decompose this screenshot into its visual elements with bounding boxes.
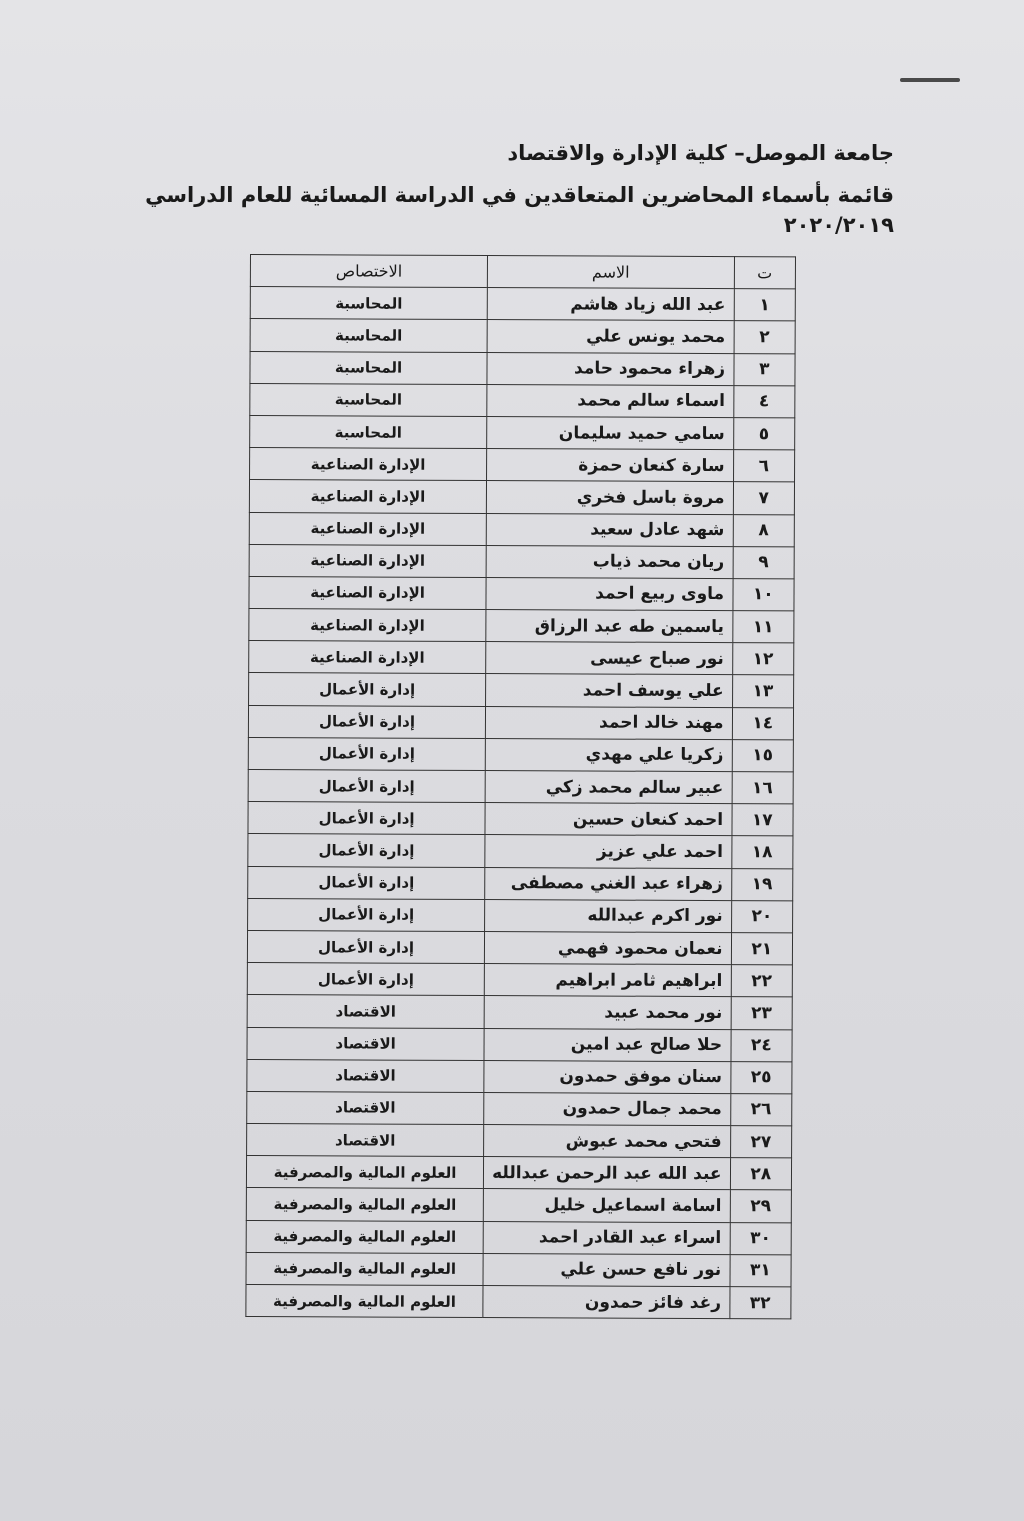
- lecturer-specialty: إدارة الأعمال: [248, 834, 485, 867]
- row-number: ٣١: [730, 1254, 792, 1286]
- row-number: ١٣: [732, 675, 794, 707]
- lecturer-specialty: المحاسبة: [250, 287, 487, 320]
- lecturer-specialty: الإدارة الصناعية: [249, 512, 486, 545]
- row-number: ١٢: [732, 643, 794, 675]
- table-row: [250, 319, 795, 354]
- lecturer-specialty: الاقتصاد: [247, 1091, 484, 1124]
- table-row: [249, 576, 794, 611]
- row-number: ١٩: [731, 868, 793, 900]
- table-row: [249, 480, 794, 515]
- table-row: [247, 1091, 792, 1126]
- lecturer-name: نور نافع حسن علي: [483, 1253, 730, 1286]
- lecturer-name: سامي حميد سليمان: [487, 416, 734, 449]
- table-row: [250, 383, 795, 418]
- lecturer-specialty: الاقتصاد: [247, 1124, 484, 1157]
- row-number: ٢٨: [730, 1158, 792, 1190]
- lecturer-specialty: إدارة الأعمال: [248, 898, 485, 931]
- lecturer-specialty: الإدارة الصناعية: [249, 480, 486, 513]
- table-row: [247, 1124, 792, 1159]
- lecturer-specialty: العلوم المالية والمصرفية: [246, 1252, 483, 1285]
- lecturer-name: ماوى ربيع احمد: [486, 577, 733, 610]
- lecturer-name: محمد جمال حمدون: [484, 1092, 731, 1125]
- row-number: ٢: [734, 321, 796, 353]
- row-number: ٢٣: [731, 997, 793, 1029]
- lecturer-name: عبد الله زياد هاشم: [487, 288, 734, 321]
- table-row: [248, 737, 793, 772]
- row-number: ٢١: [731, 933, 793, 965]
- lecturer-name: سارة كنعان حمزة: [487, 449, 734, 482]
- table-row: [249, 673, 794, 708]
- row-number: ٢٧: [730, 1126, 792, 1158]
- row-number: ٢٤: [731, 1029, 793, 1061]
- table-row: [250, 351, 795, 386]
- lecturer-specialty: الاقتصاد: [247, 1027, 484, 1060]
- table-row: [250, 415, 795, 450]
- lecturer-specialty: الإدارة الصناعية: [250, 448, 487, 481]
- list-title: قائمة بأسماء المحاضرين المتعاقدين في الدراسة المسائية للعام الدراسي ٢٠٢٠/٢٠١٩: [145, 183, 894, 237]
- lecturer-specialty: الإدارة الصناعية: [249, 544, 486, 577]
- table-row: [250, 448, 795, 483]
- lecturer-name: زكريا علي مهدي: [485, 738, 732, 771]
- row-number: ٢٦: [730, 1093, 792, 1125]
- lecturer-name: مهند خالد احمد: [486, 706, 733, 739]
- lecturer-name: نور صباح عيسى: [486, 642, 733, 675]
- table-row: [247, 1059, 792, 1094]
- lecturer-specialty: العلوم المالية والمصرفية: [246, 1156, 483, 1189]
- table-row: [246, 1156, 791, 1191]
- table-body: [246, 287, 795, 1319]
- lecturer-specialty: العلوم المالية والمصرفية: [246, 1220, 483, 1253]
- lecturer-specialty: إدارة الأعمال: [248, 866, 485, 899]
- lecturer-specialty: إدارة الأعمال: [248, 769, 485, 802]
- table-row: [246, 1220, 791, 1255]
- row-number: ٤: [733, 385, 795, 417]
- table-header-row: [250, 255, 795, 290]
- row-number: ١: [734, 289, 796, 321]
- lecturer-name: مروة باسل فخري: [486, 481, 733, 514]
- row-number: ٦: [733, 450, 795, 482]
- lecturer-name: عبد الله عبد الرحمن عبدالله: [484, 1157, 731, 1190]
- row-number: ٣٠: [730, 1222, 792, 1254]
- table-row: [247, 963, 792, 998]
- row-number: ٩: [733, 546, 795, 578]
- lecturer-name: عبير سالم محمد زكي: [485, 771, 732, 804]
- lecturer-specialty: المحاسبة: [250, 383, 487, 416]
- lecturer-name: احمد علي عزيز: [485, 835, 732, 868]
- row-number: ٢٢: [731, 965, 793, 997]
- lecturer-name: اسماء سالم محمد: [487, 384, 734, 417]
- lecturer-specialty: المحاسبة: [250, 415, 487, 448]
- table-row: [248, 898, 793, 933]
- lecturer-name: ابراهيم ثامر ابراهيم: [484, 964, 731, 997]
- lecturer-name: فتحي محمد عبوش: [484, 1125, 731, 1158]
- row-number: ٢٥: [730, 1061, 792, 1093]
- lecturer-name: نعمان محمود فهمي: [485, 931, 732, 964]
- row-number: ٢٩: [730, 1190, 792, 1222]
- lecturer-specialty: العلوم المالية والمصرفية: [246, 1284, 483, 1317]
- lecturer-specialty: الاقتصاد: [247, 1059, 484, 1092]
- lecturer-name: نور محمد عبيد: [484, 996, 731, 1029]
- lecturer-name: ريان محمد ذياب: [486, 545, 733, 578]
- lecturer-specialty: إدارة الأعمال: [248, 737, 485, 770]
- column-header-name: الاسم: [487, 256, 734, 289]
- lecturer-name: حلا صالح عبد امين: [484, 1028, 731, 1061]
- lecturer-specialty: إدارة الأعمال: [248, 705, 485, 738]
- row-number: ١٥: [732, 739, 794, 771]
- table-row: [247, 930, 792, 965]
- lecturer-specialty: الإدارة الصناعية: [249, 576, 486, 609]
- lecturer-name: اسامة اسماعيل خليل: [483, 1189, 730, 1222]
- table-row: [249, 544, 794, 579]
- lecturer-specialty: الإدارة الصناعية: [249, 641, 486, 674]
- lecturer-specialty: إدارة الأعمال: [249, 673, 486, 706]
- table-row: [246, 1284, 791, 1319]
- lecturer-specialty: المحاسبة: [250, 351, 487, 384]
- table-row: [246, 1252, 791, 1287]
- lecturer-name: اسراء عبد القادر احمد: [483, 1221, 730, 1254]
- pen-mark: [900, 78, 960, 82]
- row-number: ١٤: [732, 707, 794, 739]
- lecturer-name: سنان موفق حمدون: [484, 1060, 731, 1093]
- table-row: [247, 1027, 792, 1062]
- column-header-specialty: الاختصاص: [250, 255, 487, 288]
- table-row: [248, 705, 793, 740]
- table-row: [248, 769, 793, 804]
- lecturer-specialty: الإدارة الصناعية: [249, 609, 486, 642]
- lecturers-table: [245, 254, 796, 1320]
- lecturer-name: ياسمين طه عبد الرزاق: [486, 610, 733, 643]
- row-number: ١٨: [731, 836, 793, 868]
- row-number: ٣٢: [729, 1287, 791, 1319]
- row-number: ٨: [733, 514, 795, 546]
- column-header-number: ت: [734, 257, 796, 289]
- lecturer-name: احمد كنعان حسين: [485, 803, 732, 836]
- row-number: ٢٠: [731, 900, 793, 932]
- row-number: ٧: [733, 482, 795, 514]
- lecturer-specialty: المحاسبة: [250, 319, 487, 352]
- table-row: [249, 641, 794, 676]
- lecturer-name: نور اكرم عبدالله: [485, 899, 732, 932]
- table-row: [247, 995, 792, 1030]
- lecturer-specialty: العلوم المالية والمصرفية: [246, 1188, 483, 1221]
- table-row: [248, 834, 793, 869]
- lecturer-specialty: إدارة الأعمال: [247, 963, 484, 996]
- table-row: [248, 802, 793, 837]
- lecturer-name: شهد عادل سعيد: [486, 513, 733, 546]
- table-row: [249, 609, 794, 644]
- document-header: [134, 138, 894, 240]
- lecturer-name: رغد فائز حمدون: [483, 1286, 730, 1319]
- lecturer-name: محمد يونس علي: [487, 320, 734, 353]
- row-number: ١٠: [733, 578, 795, 610]
- table-row: [250, 287, 795, 322]
- row-number: ١١: [732, 611, 794, 643]
- lecturer-specialty: الاقتصاد: [247, 995, 484, 1028]
- lecturer-name: زهراء عبد الغني مصطفى: [485, 867, 732, 900]
- lecturer-name: علي يوسف احمد: [486, 674, 733, 707]
- row-number: ٥: [733, 418, 795, 450]
- table-row: [248, 866, 793, 901]
- row-number: ١٦: [732, 772, 794, 804]
- table-row: [249, 512, 794, 547]
- lecturer-specialty: إدارة الأعمال: [247, 930, 484, 963]
- university-college-title: جامعة الموصل– كلية الإدارة والاقتصاد: [507, 141, 894, 165]
- lecturer-specialty: إدارة الأعمال: [248, 802, 485, 835]
- row-number: ٣: [734, 353, 796, 385]
- table-row: [246, 1188, 791, 1223]
- lecturer-name: زهراء محمود حامد: [487, 352, 734, 385]
- row-number: ١٧: [732, 804, 794, 836]
